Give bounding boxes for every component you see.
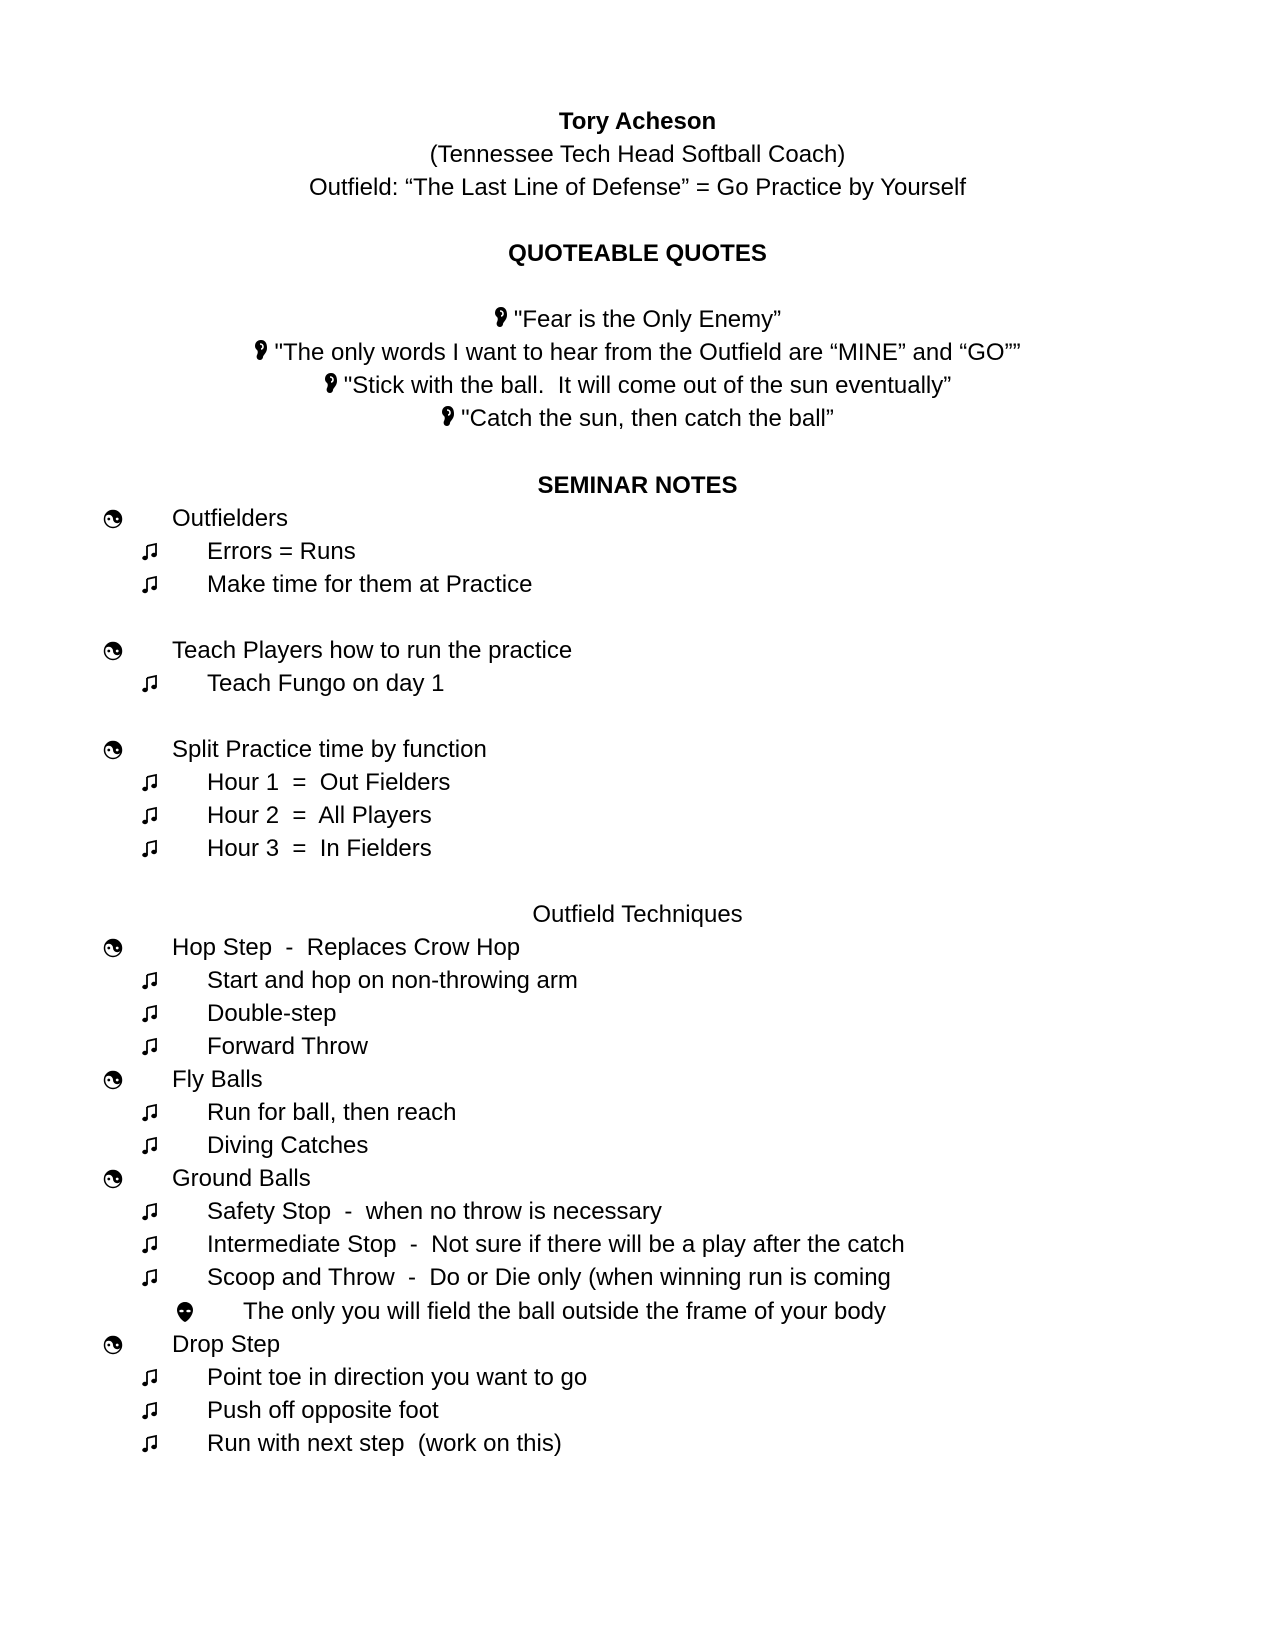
- note-text: Forward Throw: [207, 1033, 368, 1060]
- note-text: Outfield Techniques: [532, 901, 743, 928]
- yin-yang-icon: [100, 502, 126, 536]
- yin-yang-icon: [100, 733, 126, 767]
- note-text: Point toe in direction you want to go: [207, 1364, 588, 1391]
- music-note-icon: [137, 1195, 163, 1229]
- note-text: Run with next step (work on this): [207, 1430, 562, 1457]
- note-text: Start and hop on non-throwing arm: [207, 967, 578, 994]
- music-note-icon: [137, 568, 163, 602]
- music-note-icon: [137, 997, 163, 1031]
- music-note-icon: [137, 1129, 163, 1163]
- note-text: Safety Stop - when no throw is necessary: [207, 1198, 662, 1225]
- ear-icon: [441, 403, 455, 437]
- notes-heading: SEMINAR NOTES: [537, 472, 738, 499]
- yin-yang-icon: [100, 1063, 126, 1097]
- yin-yang-icon: [100, 1162, 126, 1196]
- music-note-icon: [137, 1427, 163, 1461]
- note-text: The only you will field the ball outside the frame of your body: [243, 1298, 887, 1325]
- ear-icon: [494, 304, 508, 338]
- music-note-icon: [137, 766, 163, 800]
- note-text: Intermediate Stop - Not sure if there will be a play after the catch: [207, 1231, 905, 1258]
- music-note-icon: [137, 1361, 163, 1395]
- note-text: Hour 1 = Out Fielders: [207, 769, 451, 796]
- note-text: Split Practice time by function: [172, 736, 487, 763]
- quote-text: "The only words I want to hear from the Outfield are “MINE” and “GO””: [274, 339, 1021, 366]
- yin-yang-icon: [100, 1328, 126, 1362]
- music-note-icon: [137, 1394, 163, 1428]
- note-text: Hour 2 = All Players: [207, 802, 432, 829]
- author-title: (Tennessee Tech Head Softball Coach): [429, 141, 846, 168]
- music-note-icon: [137, 1096, 163, 1130]
- music-note-icon: [137, 535, 163, 569]
- note-text: Scoop and Throw - Do or Die only (when winning run is coming: [207, 1264, 891, 1291]
- quote-text: "Catch the sun, then catch the ball”: [461, 405, 834, 432]
- note-text: Run for ball, then reach: [207, 1099, 457, 1126]
- note-text: Outfielders: [172, 505, 289, 532]
- quote-item: [0, 336, 1275, 370]
- music-note-icon: [137, 667, 163, 701]
- music-note-icon: [137, 1030, 163, 1064]
- note-text: Hop Step - Replaces Crow Hop: [172, 934, 521, 961]
- note-text: Hour 3 = In Fielders: [207, 835, 432, 862]
- note-text: Drop Step: [172, 1331, 281, 1358]
- quote-text: "Fear is the Only Enemy”: [513, 306, 782, 333]
- yin-yang-icon: [100, 931, 126, 965]
- music-note-icon: [137, 799, 163, 833]
- ear-icon: [324, 370, 338, 404]
- quote-item: [0, 369, 1275, 403]
- note-text: Ground Balls: [172, 1165, 311, 1192]
- music-note-icon: [137, 1261, 163, 1295]
- music-note-icon: [137, 1228, 163, 1262]
- note-text: Teach Fungo on day 1: [207, 670, 445, 697]
- note-text: Fly Balls: [172, 1066, 263, 1093]
- quote-item: [0, 303, 1275, 337]
- quotes-heading: QUOTEABLE QUOTES: [508, 240, 767, 267]
- quote-item: [0, 402, 1275, 436]
- topic-line: Outfield: “The Last Line of Defense” = Go Practice by Yourself: [308, 174, 967, 201]
- alien-head-icon: [172, 1295, 198, 1329]
- note-text: Teach Players how to run the practice: [172, 637, 573, 664]
- note-text: Push off opposite foot: [207, 1397, 439, 1424]
- ear-icon: [254, 337, 268, 371]
- note-text: Errors = Runs: [207, 538, 356, 565]
- yin-yang-icon: [100, 634, 126, 668]
- quote-text: "Stick with the ball. It will come out of the sun eventually”: [343, 372, 952, 399]
- music-note-icon: [137, 964, 163, 998]
- author-name: Tory Acheson: [558, 108, 717, 135]
- note-text: Double-step: [207, 1000, 337, 1027]
- note-text: Make time for them at Practice: [207, 571, 533, 598]
- music-note-icon: [137, 832, 163, 866]
- note-text: Diving Catches: [207, 1132, 369, 1159]
